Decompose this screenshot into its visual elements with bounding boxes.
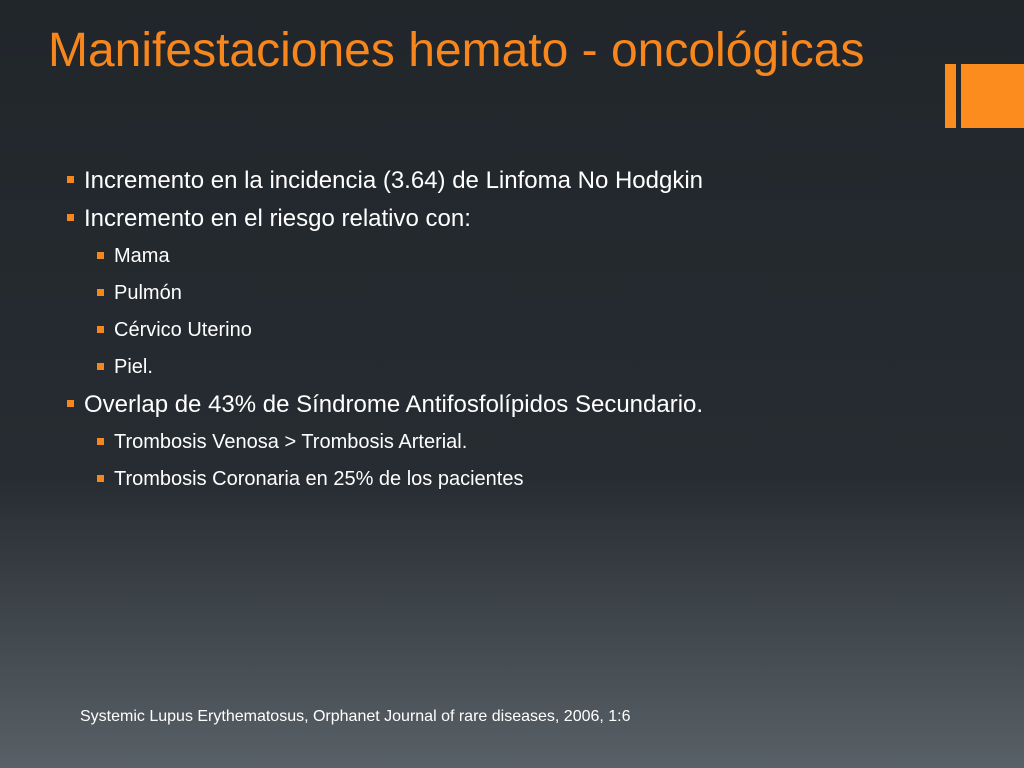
sub-bullet-text: Piel.	[114, 356, 153, 378]
square-bullet-icon	[97, 363, 104, 370]
sub-bullet-text: Pulmón	[114, 282, 182, 304]
square-bullet-icon	[97, 438, 104, 445]
corner-accent-icon	[945, 64, 1024, 128]
square-bullet-icon	[97, 252, 104, 259]
slide-title: Manifestaciones hemato - oncológicas	[48, 24, 865, 77]
sub-bullet-item	[64, 312, 964, 349]
sub-bullet-item	[64, 461, 964, 498]
sub-bullet-item	[64, 238, 964, 275]
sub-bullet-text: Mama	[114, 245, 170, 267]
bullet-text: Overlap de 43% de Síndrome Antifosfolípidos Secundario.	[84, 391, 704, 418]
accent-bar-wide	[961, 64, 1024, 128]
square-bullet-icon	[97, 475, 104, 482]
sub-bullet-text: Trombosis Venosa > Trombosis Arterial.	[114, 431, 468, 453]
sub-bullet-text: Cérvico Uterino	[114, 319, 252, 341]
sub-bullet-item	[64, 349, 964, 386]
square-bullet-icon	[67, 400, 74, 407]
square-bullet-icon	[97, 326, 104, 333]
citation: Systemic Lupus Erythematosus, Orphanet Journal of rare diseases, 2006, 1:6	[80, 708, 631, 725]
sub-bullet-item	[64, 424, 964, 461]
bullet-item	[64, 200, 964, 238]
bullet-list	[64, 162, 964, 498]
square-bullet-icon	[67, 214, 74, 221]
bullet-item	[64, 162, 964, 200]
bullet-item	[64, 386, 964, 424]
square-bullet-icon	[97, 289, 104, 296]
bullet-text: Incremento en el riesgo relativo con:	[84, 205, 471, 232]
sub-bullet-text: Trombosis Coronaria en 25% de los pacientes	[114, 468, 524, 490]
bullet-text: Incremento en la incidencia (3.64) de Linfoma No Hodgkin	[84, 167, 704, 194]
square-bullet-icon	[67, 176, 74, 183]
sub-bullet-item	[64, 275, 964, 312]
accent-bar-thin	[945, 64, 956, 128]
